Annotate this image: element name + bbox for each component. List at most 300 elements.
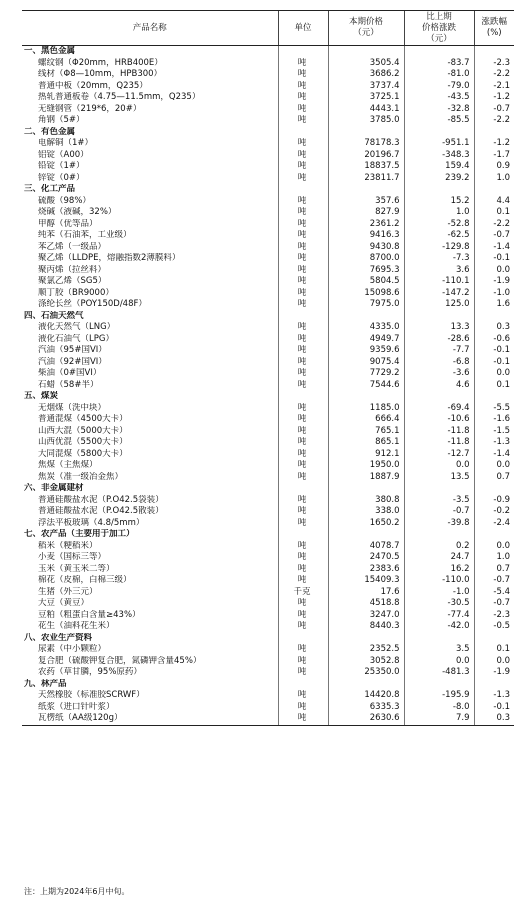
price-cell: 3725.1 [328,92,404,104]
pct-cell: -2.4 [474,518,514,530]
table-row [22,656,514,668]
table-row [22,345,514,357]
pct-cell: -0.1 [474,702,514,714]
category-row [22,46,514,58]
empty-cell [474,529,514,541]
table-row [22,276,514,288]
product-name: 涤纶长丝（POY150D/48F） [38,299,147,309]
unit-cell: 吨 [278,253,328,265]
unit-cell: 吨 [278,173,328,185]
change-cell: 1.0 [404,207,474,219]
empty-cell [328,391,404,403]
category-title: 五、煤炭 [24,391,59,401]
product-name: 螺纹钢（Φ20mm，HRB400E） [38,57,163,68]
change-cell: 0.0 [404,656,474,668]
price-cell: 827.9 [328,207,404,219]
table-header [22,11,514,46]
category-title: 三、化工产品 [24,184,76,194]
table-row [22,541,514,553]
table-row [22,667,514,679]
empty-cell [278,127,328,139]
category-title: 一、黑色金属 [24,46,76,56]
table-row [22,230,514,242]
product-name: 复合肥（硫酸钾复合肥，氮磷钾含量45%） [38,655,202,666]
category-row [22,633,514,645]
empty-cell [474,127,514,139]
pct-cell: 0.0 [474,541,514,553]
pct-cell: 0.0 [474,460,514,472]
pct-cell: -2.2 [474,69,514,81]
table-row [22,138,514,150]
product-name: 聚乙烯（LLDPE，熔融指数2薄膜料） [38,253,181,263]
header-change: 比上期 价格涨跌 （元） [404,11,474,46]
pct-cell: 0.9 [474,161,514,173]
change-cell: -11.8 [404,437,474,449]
pct-cell: 0.1 [474,207,514,219]
change-cell: 0.0 [404,460,474,472]
header-price: 本期价格 （元） [328,11,404,46]
change-cell: -348.3 [404,150,474,162]
product-name: 铅锭（1#） [38,161,85,171]
change-cell: -129.8 [404,242,474,254]
price-cell: 2361.2 [328,219,404,231]
product-name: 顺丁胶（BR9000） [38,287,114,298]
table-row [22,58,514,70]
unit-cell: 吨 [278,230,328,242]
category-title: 二、有色金属 [24,126,76,137]
unit-cell: 吨 [278,150,328,162]
pct-cell: -0.1 [474,345,514,357]
change-cell: -481.3 [404,667,474,679]
pct-cell: -2.1 [474,81,514,93]
pct-cell: -1.4 [474,449,514,461]
pct-cell: 0.0 [474,656,514,668]
product-name: 普通硅酸盐水泥（P.O42.5散装） [38,506,164,516]
unit-cell: 吨 [278,644,328,656]
table-row [22,161,514,173]
price-cell: 865.1 [328,437,404,449]
unit-cell: 吨 [278,115,328,127]
product-name: 山西大混（5000大卡） [38,425,128,436]
empty-cell [278,483,328,495]
price-cell: 14420.8 [328,690,404,702]
table-row [22,621,514,633]
category-row [22,679,514,691]
price-cell: 2630.6 [328,713,404,725]
pct-cell: -0.1 [474,357,514,369]
pct-cell: 1.0 [474,552,514,564]
price-cell: 3737.4 [328,81,404,93]
pct-cell: 0.1 [474,644,514,656]
unit-cell: 吨 [278,81,328,93]
pct-cell: -0.6 [474,334,514,346]
pct-cell: -5.5 [474,403,514,415]
unit-cell: 吨 [278,69,328,81]
table-row [22,299,514,311]
change-cell: -147.2 [404,288,474,300]
pct-cell: -0.5 [474,621,514,633]
unit-cell: 吨 [278,460,328,472]
table-row [22,219,514,231]
unit-cell: 吨 [278,334,328,346]
change-cell: -12.7 [404,449,474,461]
unit-cell: 吨 [278,242,328,254]
pct-cell: 0.7 [474,472,514,484]
table-row [22,207,514,219]
unit-cell: 吨 [278,403,328,415]
unit-cell: 吨 [278,506,328,518]
product-name: 液化天然气（LNG） [38,322,116,332]
change-cell: -39.8 [404,518,474,530]
table-row [22,253,514,265]
category-row [22,184,514,196]
empty-cell [328,46,404,58]
category-row [22,529,514,541]
product-name: 纯苯（石油苯，工业级） [38,230,132,240]
price-cell: 7975.0 [328,299,404,311]
header-pct: 涨跌幅(%) [474,11,514,46]
unit-cell: 吨 [278,322,328,334]
product-name: 普通中板（20mm，Q235） [38,80,148,91]
price-cell: 25350.0 [328,667,404,679]
pct-cell: 4.4 [474,196,514,208]
table-row [22,460,514,472]
price-cell: 78178.3 [328,138,404,150]
pct-cell: -0.9 [474,495,514,507]
price-cell: 1185.0 [328,403,404,415]
price-cell: 380.8 [328,495,404,507]
category-title: 九、林产品 [24,678,67,689]
product-name: 烧碱（液碱，32%） [38,207,117,217]
change-cell: -42.0 [404,621,474,633]
table-row [22,495,514,507]
unit-cell: 千克 [278,587,328,599]
empty-cell [328,483,404,495]
change-cell: 15.2 [404,196,474,208]
price-cell: 357.6 [328,196,404,208]
table-row [22,104,514,116]
price-cell: 17.6 [328,587,404,599]
unit-cell: 吨 [278,380,328,392]
category-title: 七、农产品（主要用于加工） [24,529,135,539]
unit-cell: 吨 [278,288,328,300]
product-name: 角钢（5#） [38,115,85,125]
table-row [22,575,514,587]
price-cell: 4335.0 [328,322,404,334]
empty-cell [278,679,328,691]
change-cell: -8.0 [404,702,474,714]
product-name: 液化石油气（LPG） [38,333,114,344]
unit-cell: 吨 [278,518,328,530]
unit-cell: 吨 [278,357,328,369]
unit-cell: 吨 [278,449,328,461]
table-row [22,690,514,702]
change-cell: -11.8 [404,426,474,438]
empty-cell [278,391,328,403]
unit-cell: 吨 [278,575,328,587]
table-row [22,518,514,530]
price-cell: 7544.6 [328,380,404,392]
pct-cell: -1.5 [474,426,514,438]
price-cell: 9359.6 [328,345,404,357]
price-cell: 9075.4 [328,357,404,369]
product-name: 花生（油料花生米） [38,621,115,631]
unit-cell: 吨 [278,495,328,507]
price-cell: 4518.8 [328,598,404,610]
empty-cell [474,633,514,645]
change-cell: 7.9 [404,713,474,725]
pct-cell: 1.0 [474,173,514,185]
price-cell: 666.4 [328,414,404,426]
product-name: 尿素（中小颗粒） [38,644,107,654]
pct-cell: -1.4 [474,242,514,254]
product-name: 棉花（皮棉，白棉三级） [38,575,132,585]
change-cell: -83.7 [404,58,474,70]
empty-cell [474,184,514,196]
table-row [22,426,514,438]
pct-cell: -2.2 [474,115,514,127]
unit-cell: 吨 [278,276,328,288]
empty-cell [404,483,474,495]
empty-cell [328,679,404,691]
change-cell: -7.3 [404,253,474,265]
product-name: 线材（Φ8—10mm，HPB300） [38,69,163,79]
price-cell: 3052.8 [328,656,404,668]
change-cell: -81.0 [404,69,474,81]
price-cell: 6335.3 [328,702,404,714]
product-name: 甲醇（优等品） [38,218,98,229]
pct-cell: 0.1 [474,380,514,392]
footnote: 注：上期为2024年6月中旬。 [24,887,130,896]
unit-cell: 吨 [278,541,328,553]
unit-cell: 吨 [278,265,328,277]
table-row [22,552,514,564]
product-name: 普通混煤（4500大卡） [38,414,128,424]
change-cell: 0.2 [404,541,474,553]
unit-cell: 吨 [278,702,328,714]
change-cell: -951.1 [404,138,474,150]
price-cell: 4949.7 [328,334,404,346]
unit-cell: 吨 [278,564,328,576]
category-row [22,311,514,323]
table-row [22,322,514,334]
pct-cell: 0.0 [474,265,514,277]
price-cell: 15098.6 [328,288,404,300]
category-title: 四、石油天然气 [24,310,84,321]
unit-cell: 吨 [278,161,328,173]
price-cell: 7695.3 [328,265,404,277]
empty-cell [404,391,474,403]
unit-cell: 吨 [278,414,328,426]
price-cell: 4078.7 [328,541,404,553]
empty-cell [278,311,328,323]
product-name: 农药（草甘膦，95%原药） [38,667,142,677]
product-name: 硫酸（98%） [38,195,91,206]
change-cell: 125.0 [404,299,474,311]
product-name: 小麦（国标三等） [38,552,107,562]
table-row [22,196,514,208]
pct-cell: -1.7 [474,150,514,162]
product-name: 纸浆（进口针叶浆） [38,701,115,712]
change-cell: -110.0 [404,575,474,587]
header-unit: 单位 [278,11,328,46]
change-cell: -7.7 [404,345,474,357]
price-cell: 20196.7 [328,150,404,162]
change-cell: 159.4 [404,161,474,173]
header-name: 产品名称 [22,11,278,46]
product-name: 汽油（92#国VI） [38,356,107,367]
change-cell: -195.9 [404,690,474,702]
pct-cell: -1.2 [474,138,514,150]
price-cell: 18837.5 [328,161,404,173]
table-row [22,644,514,656]
change-cell: -6.8 [404,357,474,369]
price-cell: 4443.1 [328,104,404,116]
change-cell: -3.5 [404,495,474,507]
price-cell: 5804.5 [328,276,404,288]
product-name: 热轧普通板卷（4.75—11.5mm，Q235） [38,92,201,102]
table-row [22,334,514,346]
pct-cell: -5.4 [474,587,514,599]
change-cell: 239.2 [404,173,474,185]
empty-cell [328,184,404,196]
table-row [22,380,514,392]
category-row [22,127,514,139]
product-name: 普通硅酸盐水泥（P.O42.5袋装） [38,494,164,505]
pct-cell: 0.0 [474,368,514,380]
unit-cell: 吨 [278,138,328,150]
empty-cell [278,529,328,541]
unit-cell: 吨 [278,426,328,438]
change-cell: 4.6 [404,380,474,392]
unit-cell: 吨 [278,552,328,564]
table-row [22,115,514,127]
product-name: 大豆（黄豆） [38,598,90,608]
unit-cell: 吨 [278,92,328,104]
price-cell: 2352.5 [328,644,404,656]
product-name: 无烟煤（洗中块） [38,402,107,413]
price-cell: 23811.7 [328,173,404,185]
change-cell: -3.6 [404,368,474,380]
unit-cell: 吨 [278,207,328,219]
change-cell: -1.0 [404,587,474,599]
table-row [22,173,514,185]
unit-cell: 吨 [278,656,328,668]
product-name: 稻米（粳稻米） [38,540,98,551]
empty-cell [328,633,404,645]
product-name: 石蜡（58#半） [38,379,99,390]
product-name: 电解铜（1#） [38,138,94,148]
product-name: 苯乙烯（一级品） [38,241,107,252]
product-name: 豆粕（粗蛋白含量≥43%） [38,609,141,620]
empty-cell [328,311,404,323]
table-row [22,506,514,518]
price-cell: 1950.0 [328,460,404,472]
table-row [22,598,514,610]
empty-cell [404,46,474,58]
pct-cell: -1.3 [474,437,514,449]
unit-cell: 吨 [278,610,328,622]
unit-cell: 吨 [278,690,328,702]
product-name: 大同混煤（5800大卡） [38,448,128,459]
pct-cell: -1.3 [474,690,514,702]
table-body [22,46,514,726]
product-name: 聚丙烯（拉丝料） [38,264,107,275]
unit-cell: 吨 [278,196,328,208]
empty-cell [474,311,514,323]
price-cell: 3505.4 [328,58,404,70]
pct-cell: -1.2 [474,92,514,104]
table-row [22,368,514,380]
pct-cell: -0.1 [474,253,514,265]
pct-cell: -0.7 [474,230,514,242]
price-cell: 8440.3 [328,621,404,633]
unit-cell: 吨 [278,368,328,380]
price-table [22,10,514,726]
price-cell: 9430.8 [328,242,404,254]
unit-cell: 吨 [278,598,328,610]
pct-cell: -2.3 [474,58,514,70]
change-cell: -32.8 [404,104,474,116]
empty-cell [328,127,404,139]
pct-cell: 1.6 [474,299,514,311]
unit-cell: 吨 [278,472,328,484]
unit-cell: 吨 [278,437,328,449]
change-cell: -69.4 [404,403,474,415]
product-name: 浮法平板玻璃（4.8/5mm） [38,517,145,528]
empty-cell [474,483,514,495]
pct-cell: -0.7 [474,104,514,116]
table-row [22,610,514,622]
empty-cell [404,633,474,645]
pct-cell: 0.7 [474,564,514,576]
pct-cell: -1.0 [474,288,514,300]
price-cell: 9416.3 [328,230,404,242]
empty-cell [474,679,514,691]
price-cell: 7729.2 [328,368,404,380]
change-cell: -0.7 [404,506,474,518]
change-cell: 3.5 [404,644,474,656]
product-name: 天然橡胶（标准胶SCRWF） [38,690,145,700]
price-cell: 3247.0 [328,610,404,622]
change-cell: -62.5 [404,230,474,242]
table-row [22,587,514,599]
empty-cell [404,311,474,323]
table-row [22,713,514,725]
empty-cell [278,184,328,196]
pct-cell: -0.2 [474,506,514,518]
table-row [22,403,514,415]
category-title: 六、非金属建材 [24,483,84,493]
unit-cell: 吨 [278,58,328,70]
price-cell: 2383.6 [328,564,404,576]
empty-cell [404,184,474,196]
unit-cell: 吨 [278,104,328,116]
price-cell: 8700.0 [328,253,404,265]
product-name: 聚氯乙烯（SG5） [38,276,107,286]
table-row [22,414,514,426]
pct-cell: -1.6 [474,414,514,426]
empty-cell [278,633,328,645]
table-row [22,242,514,254]
product-name: 铝锭（A00） [38,149,89,160]
table-row [22,437,514,449]
price-cell: 15409.3 [328,575,404,587]
pct-cell: -1.9 [474,667,514,679]
change-cell: -52.8 [404,219,474,231]
change-cell: 13.5 [404,472,474,484]
pct-cell: -0.7 [474,598,514,610]
